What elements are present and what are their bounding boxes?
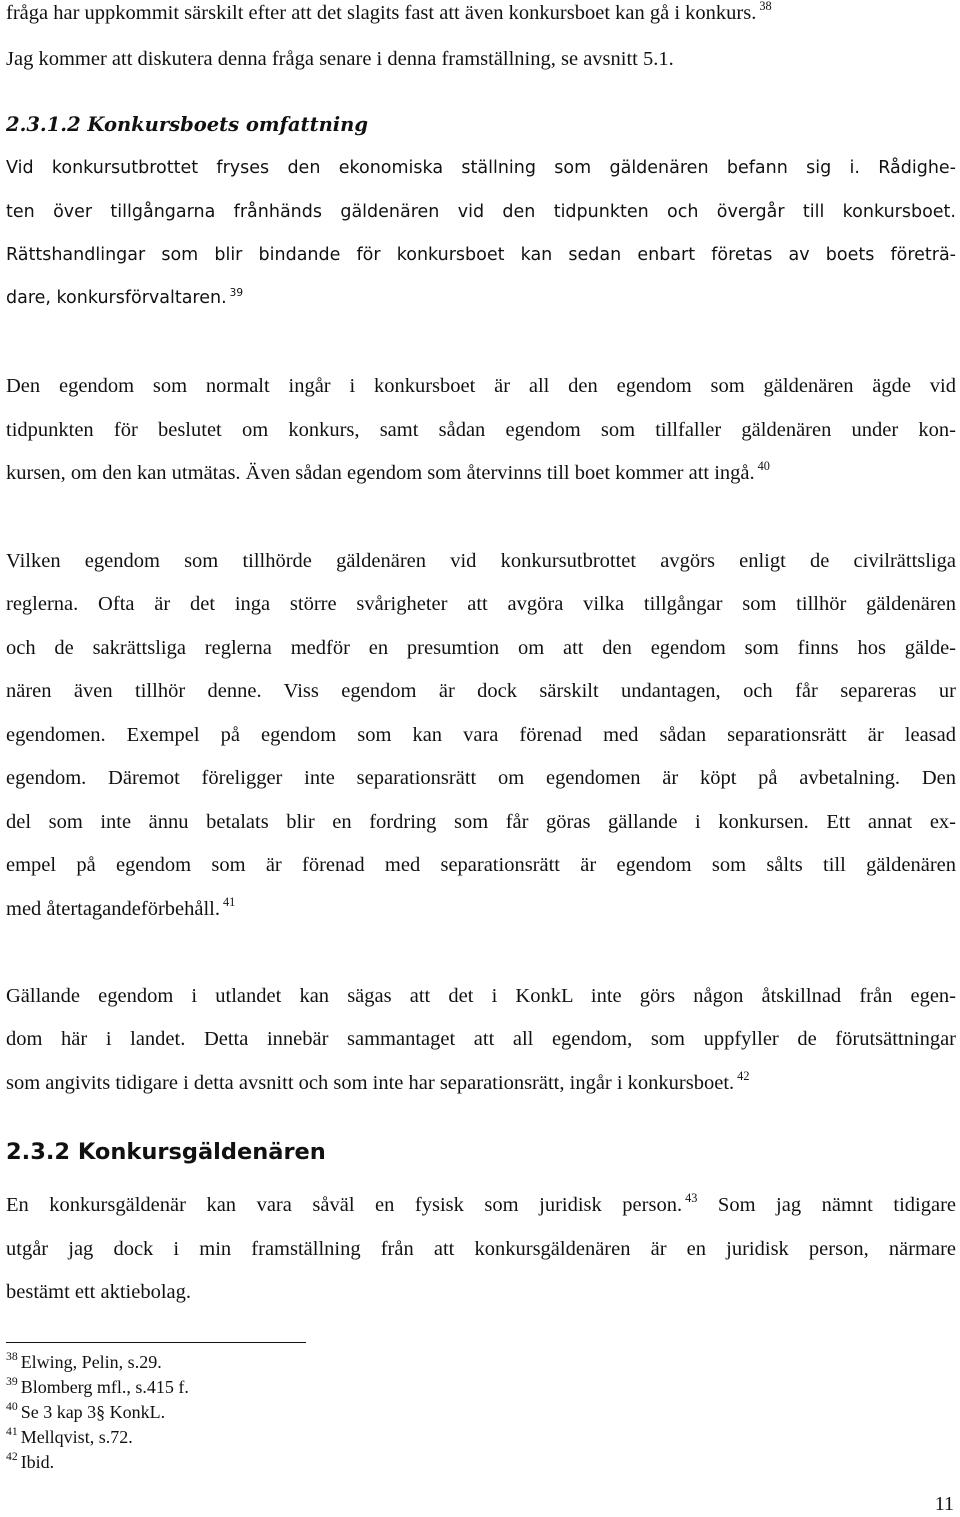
section-2312-line: Rättshandlingar som blir bindande för konkursboet kan sedan enbart företas av boets företrä-: [6, 245, 956, 265]
para3-line: Vilken egendom som tillhörde gäldenären vid konkursutbrottet avgörs enligt de civilrättsliga: [6, 550, 956, 572]
section-232-line-2: utgår jag dock i min framställning från att konkursgäldenären är en juridisk person, närmare: [6, 1238, 956, 1260]
para2-last-line: kursen, om den kan utmätas. Även sådan egendom som återvinns till boet kommer att ingå. $^{40}$: [6, 459, 770, 484]
para2-line: tidpunkten för beslutet om konkurs, samt sådan egendom som tillfaller gäldenären under kon-: [6, 419, 956, 441]
para3-line: nären även tillhör denne. Viss egendom är dock särskilt undantagen, och får separeras ur: [6, 680, 956, 702]
para3-line: egendom. Däremot föreligger inte separationsrätt om egendomen är köpt på avbetalning. Den: [6, 767, 956, 789]
para3-line: del som inte ännu betalats blir en fordring som får göras gällande i konkursen. Ett annat ex-: [6, 811, 956, 833]
footnote-ref[interactable]: 38: [759, 0, 772, 14]
section-2312-last-line: dare, konkursförvaltaren. $^{39}$: [6, 286, 244, 308]
para3-line: egendomen. Exempel på egendom som kan vara förenad med sådan separationsrätt är leasad: [6, 724, 956, 746]
footnote-40: $^{40}$ Se 3 kap 3§ KonkL.: [6, 1400, 166, 1422]
section-heading-2312: 2.3.1.2 Konkursboets omfattning: [6, 113, 368, 136]
section-2312-line: Vid konkursutbrottet fryses den ekonomiska ställning som gäldenären befann sig i. Rådighe-: [6, 158, 956, 178]
para4-last-line: som angivits tidigare i detta avsnitt och som inte har separationsrätt, ingår i konkursboet. $^{42}$: [6, 1069, 750, 1094]
section-heading-232: 2.3.2 Konkursgäldenären: [6, 1139, 326, 1165]
para2-line: Den egendom som normalt ingår i konkursboet är all den egendom som gäldenären ägde vid: [6, 375, 956, 397]
section-232-line-3: bestämt ett aktiebolag.: [6, 1281, 192, 1303]
para4-line: Gällande egendom i utlandet kan sägas att det i KonkL inte görs någon åtskillnad från egen-: [6, 985, 956, 1007]
top-line-2: Jag kommer att diskutera denna fråga senare i denna framställning, se avsnitt 5.1.: [6, 48, 674, 70]
footnote-41: $^{41}$ Mellqvist, s.72.: [6, 1425, 133, 1447]
footnote-ref[interactable]: 39: [229, 286, 244, 299]
footnote-38: $^{38}$ Elwing, Pelin, s.29.: [6, 1350, 162, 1372]
para3-last-line: med återtagandeförbehåll. $^{41}$: [6, 895, 236, 920]
section-232-line-1: En konkursgäldenär kan vara såväl en fysisk som juridisk person. $^{43}$ Som jag nämnt tidigare: [6, 1191, 957, 1216]
footnote-39: $^{39}$ Blomberg mfl., s.415 f.: [6, 1375, 189, 1397]
para3-line: reglerna. Ofta är det inga större svårigheter att avgöra vilka tillgångar som tillhör gäldenären: [6, 593, 956, 615]
footnote-ref[interactable]: 42: [737, 1069, 750, 1084]
footnote-ref[interactable]: 40: [757, 459, 770, 474]
para3-line: empel på egendom som är förenad med separationsrätt är egendom som sålts till gäldenären: [6, 854, 956, 876]
footnote-42: $^{42}$ Ibid.: [6, 1450, 55, 1472]
footnote-separator: [6, 1342, 306, 1343]
top-line-1: fråga har uppkommit särskilt efter att det slagits fast att även konkursboet kan gå i konkurs. $^{38}$: [6, 0, 772, 24]
footnote-ref[interactable]: 43: [685, 1191, 698, 1206]
section-2312-line: ten över tillgångarna frånhänds gäldenären vid den tidpunkten och övergår till konkursboet.: [6, 202, 956, 222]
para3-line: och de sakrättsliga reglerna medför en presumtion om att den egendom som finns hos gälde-: [6, 637, 956, 659]
footnote-ref[interactable]: 41: [223, 895, 236, 910]
page-number: 11: [934, 1493, 954, 1515]
para4-line: dom här i landet. Detta innebär sammantaget att all egendom, som uppfyller de förutsättningar: [6, 1028, 956, 1050]
